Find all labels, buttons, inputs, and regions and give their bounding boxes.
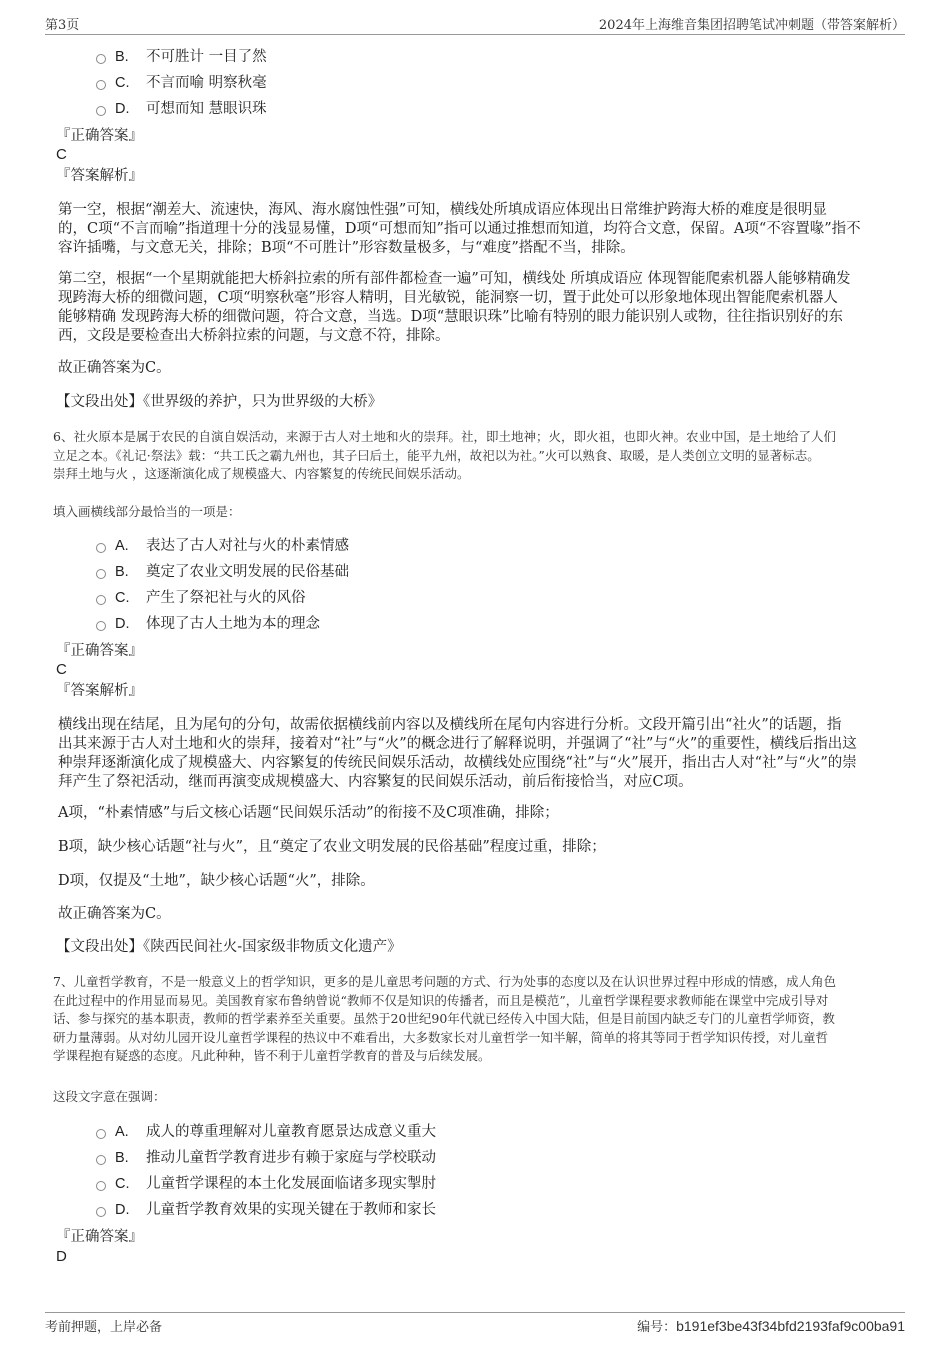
q5-analysis-p1-line: 第一空，根据“潮差大、流速快，海风、海水腐蚀性强”可知，横线处所填成语应体现出日常维护跨海大桥的难度是很明显 — [58, 202, 827, 218]
radio-icon[interactable] — [96, 54, 106, 64]
q6-analysis-d: D项，仅提及“土地”，缺少核心话题“火”，排除。 — [58, 873, 375, 889]
q6-option-b[interactable]: B. 奠定了农业文明发展的民俗基础 — [96, 561, 349, 583]
radio-icon[interactable] — [96, 80, 106, 90]
radio-icon[interactable] — [96, 621, 106, 631]
q7-option-a[interactable]: A. 成人的尊重理解对儿童教育愿景达成意义重大 — [96, 1121, 436, 1143]
q5-answer-label: 『正确答案』 — [56, 128, 143, 144]
q6-analysis-p1-line: 横线出现在结尾，且为尾句的分句，故需依据横线前内容以及横线所在尾句内容进行分析。文段开篇引出“社火”的话题，指 — [58, 717, 842, 733]
q7-option-c[interactable]: C. 儿童哲学课程的本土化发展面临诸多现实掣肘 — [96, 1173, 436, 1195]
q6-prompt: 填入画横线部分最恰当的一项是： — [53, 504, 241, 519]
q5-source: 【文段出处】《世界级的养护，只为世界级的大桥》 — [56, 394, 383, 410]
q7-answer-label: 『正确答案』 — [56, 1229, 143, 1245]
q6-source: 【文段出处】《陕西民间社火-国家级非物质文化遗产》 — [56, 939, 402, 955]
q6-analysis-p1-line: 出其来源于古人对土地和火的崇拜，接着对“社”与“火”的概念进行了解释说明，并强调了“社”与“火”的重要性，横线后指出这 — [58, 736, 857, 752]
q6-analysis-label: 『答案解析』 — [56, 683, 143, 699]
q7-option-b[interactable]: B. 推动儿童哲学教育进步有赖于家庭与学校联动 — [96, 1147, 436, 1169]
q5-analysis-p2-line: 现跨海大桥的细微问题，C项“明察秋毫”形容人精明，目光敏锐，能洞察一切，置于此处可以形象地体现出智能爬索机器人 — [58, 290, 838, 306]
page-footer — [45, 1312, 905, 1335]
radio-icon[interactable] — [96, 1155, 106, 1165]
radio-icon[interactable] — [96, 1181, 106, 1191]
q5-option-d[interactable]: D. 可想而知 慧眼识珠 — [96, 98, 267, 120]
q6-analysis-p1-line: 种崇拜逐渐演化成了规模盛大、内容繁复的传统民间娱乐活动，故横线处应围绕“社”与“火”展开，指出古人对“社”与“火”的崇 — [58, 755, 857, 771]
radio-icon[interactable] — [96, 569, 106, 579]
q7-option-d[interactable]: D. 儿童哲学教育效果的实现关键在于教师和家长 — [96, 1199, 436, 1221]
q5-analysis-p2-line: 能够精确 发现跨海大桥的细微问题，符合文意，当选。D项“慧眼识珠”比喻有特别的眼力能识别人或物，往往指识别好的东 — [58, 309, 844, 325]
q6-answer: C — [56, 661, 67, 678]
q6-option-d[interactable]: D. 体现了古人土地为本的理念 — [96, 613, 320, 635]
q5-conclusion: 故正确答案为C。 — [58, 360, 171, 376]
radio-icon[interactable] — [96, 595, 106, 605]
radio-icon[interactable] — [96, 106, 106, 116]
q6-option-c[interactable]: C. 产生了祭祀社与火的风俗 — [96, 587, 306, 609]
q5-analysis-p1-line: 容许插嘴，与文意无关，排除；B项“不可胜计”形容数量极多，与“难度”搭配不当，排除。 — [58, 240, 635, 256]
page-header — [45, 12, 905, 35]
q5-analysis-p1-line: 的，C项“不言而喻”指道理十分的浅显易懂，D项“可想而知”指可以通过推想而知道，均符合文意，保留。A项“不容置喙”指不 — [58, 221, 861, 237]
radio-icon[interactable] — [96, 1129, 106, 1139]
page-number: 第3页 — [45, 18, 80, 33]
q6-analysis-p1-line: 拜产生了祭祀活动，继而再演变成规模盛大、内容繁复的民间娱乐活动，前后衔接恰当，对应C项。 — [58, 774, 693, 790]
q5-analysis-p2-line: 西，文段是要检查出大桥斜拉索的问题，与文意不符，排除。 — [58, 328, 450, 344]
q7-prompt: 这段文字意在强调： — [53, 1089, 166, 1104]
q5-analysis-label: 『答案解析』 — [56, 168, 143, 184]
q6-option-a[interactable]: A. 表达了古人对社与火的朴素情感 — [96, 535, 349, 557]
footer-slogan: 考前押题，上岸必备 — [45, 1320, 163, 1335]
q5-analysis-p2-line: 第二空，根据“一个星期就能把大桥斜拉索的所有部件都检查一遍”可知，横线处 所填成语应 体现智能爬索机器人能够精确发 — [58, 271, 851, 287]
q5-answer: C — [56, 146, 67, 163]
radio-icon[interactable] — [96, 543, 106, 553]
q5-option-b[interactable]: B. 不可胜计 一目了然 — [96, 46, 267, 68]
q6-conclusion: 故正确答案为C。 — [58, 906, 171, 922]
q7-answer: D — [56, 1248, 67, 1265]
q5-option-c[interactable]: C. 不言而喻 明察秋毫 — [96, 72, 267, 94]
q7-text: 7、儿童哲学教育，不是一般意义上的哲学知识，更多的是儿童思考问题的方式、行为处事的态度以及在认识世界过程中形成的情感，成人角色 在此过程中的作用显而易见。美国教育家布鲁纳曾说“教师不仅是知识的传播者，而且是模范”，儿童哲学课程要求教师能在课堂中完成引导对 话、参与探究的基本职责，教师的哲学素养至关重要。虽然于20世纪90年代就已经传入中国大陆，但是目前国内缺乏专门的儿童哲学师资，教 研力量薄弱。从对幼儿园开设儿童哲学课程的热议中不难看出，大多数家长对儿童哲学一知半解，简单的将其等同于哲学知识传授，对儿童哲 学课程抱有疑惑的态度。凡此种种，皆不利于儿童哲学教育的普及与后续发展。 — [53, 974, 836, 1063]
q6-text: 6、社火原本是属于农民的自演自娱活动，来源于古人对土地和火的崇拜。社，即土地神；火，即火祖，也即火神。农业中国，是土地给了人们 立足之本。《礼记·祭法》载：“共工氏之霸九州也，其子曰后土，能平九州，故祀以为社。”火可以熟食、取暖，是人类创立文明的显著标志。 崇拜土地与火 ，这逐渐演化成了规模盛大、内容繁复的传统民间娱乐活动。 — [53, 429, 836, 481]
radio-icon[interactable] — [96, 1207, 106, 1217]
q6-answer-label: 『正确答案』 — [56, 643, 143, 659]
q6-analysis-a: A项，“朴素情感”与后文核心话题“民间娱乐活动”的衔接不及C项准确，排除； — [58, 805, 559, 821]
document-title: 2024年上海维音集团招聘笔试冲刺题（带答案解析） — [598, 18, 905, 33]
footer-code: 编号：b191ef3be43f34bfd2193faf9c00ba91 — [637, 1318, 905, 1335]
q6-analysis-b: B项，缺少核心话题“社与火”，且“奠定了农业文明发展的民俗基础”程度过重，排除； — [58, 839, 606, 855]
